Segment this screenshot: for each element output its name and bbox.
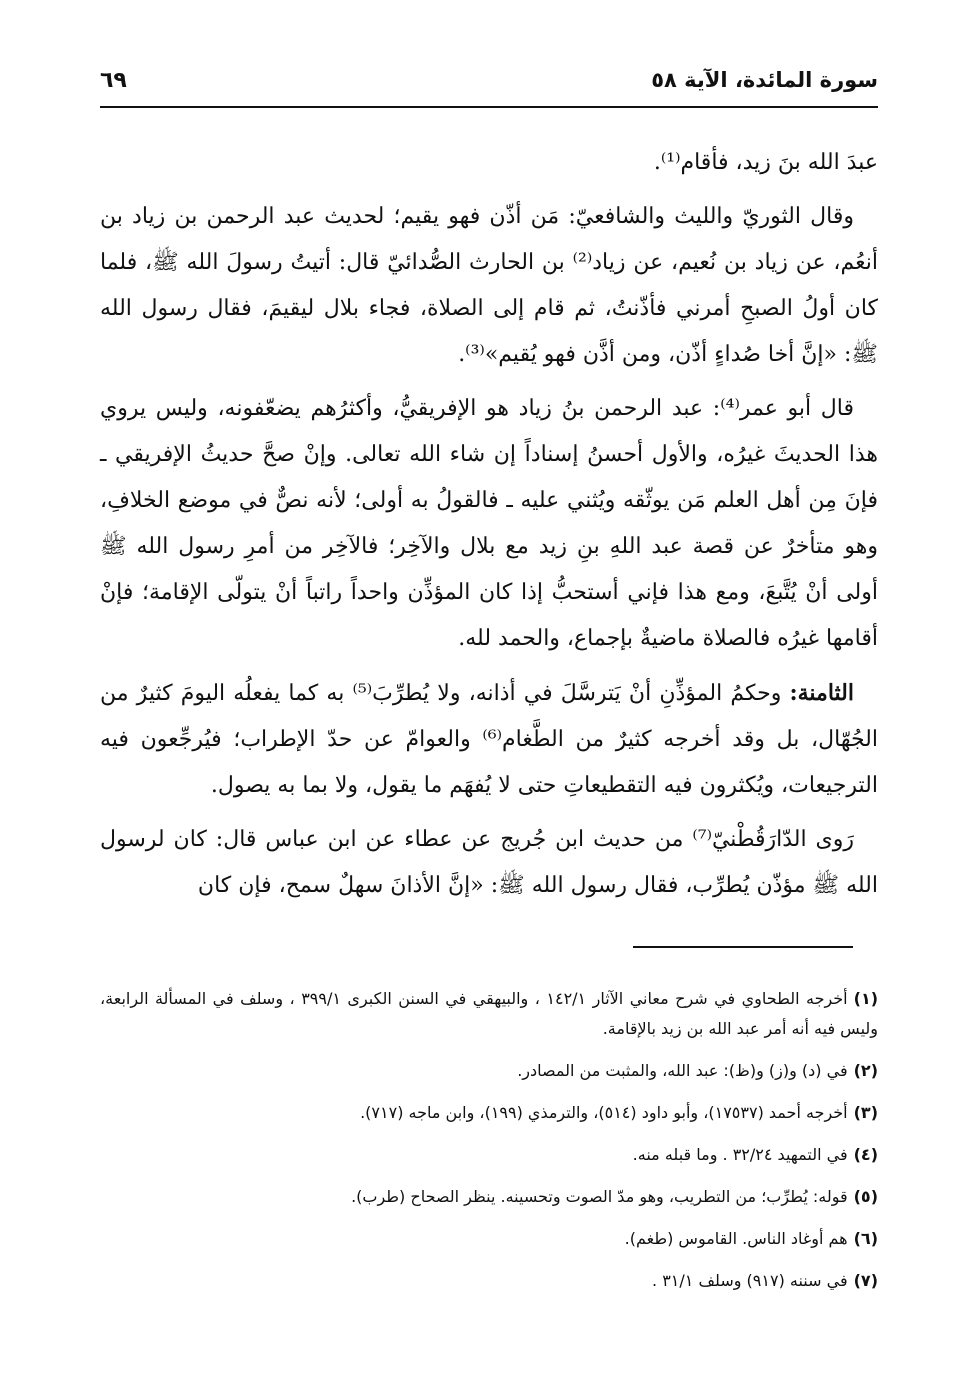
footnote <box>100 1266 878 1296</box>
footnote-separator <box>633 946 853 948</box>
footnote <box>100 1140 878 1170</box>
page-header <box>100 66 878 108</box>
footnote-text: هم أوغاد الناس. القاموس (طغم). <box>624 1229 848 1248</box>
footnote-number: (٢) <box>853 1061 878 1080</box>
section-label: الثامنة: <box>789 680 854 706</box>
footnote-number: (٧) <box>853 1271 878 1290</box>
footnote-text: قوله: يُطرِّب؛ من التطريب، وهو مدّ الصوت وتحسينه. ينظر الصحاح (طرب). <box>351 1187 848 1206</box>
paragraph-1: عبدَ الله بنَ زيد، فأقام⁽¹⁾. <box>653 150 878 175</box>
footnote-text: في (د) و(ز) و(ظ): عبد الله، والمثبت من المصادر. <box>517 1061 848 1080</box>
paragraph-3: قال أبو عمر⁽⁴⁾: عبد الرحمن بنُ زياد هو الإفريقيُّ، وأكثرُهم يضعّفونه، وليس يروي هذا الحديثَ غيرُه، والأول أحسنُ إسناداً إن شاء الله تعالى. وإنْ صحَّ حديثُ الإفريقي ـ فإنَ مِن أهل العلم مَن يوثّقه ويُثني عليه ـ فالقولُ به أولى؛ لأنه نصٌّ في موضع الخلافِ، وهو متأخرٌ عن قصة عبد اللهِ بنِ زيد مع بلال والآخِر؛ فالآخِر من أمرِ رسول الله ﷺ أولى أنْ يُتَّبعَ، ومع هذا فإني أستحبُّ إذا كان المؤذِّن واحداً راتباً أنْ يتولّى الإقامة؛ فإنْ أقامها غيرُه فالصلاة ماضيةٌ بإجماع، والحمد لله. <box>100 396 878 651</box>
paragraph-5: رَوى الدّارَقُطْنيّ⁽⁷⁾ من حديث ابن جُريج عن عطاء عن ابن عباس قال: كان لرسول الله ﷺ مؤذّن يُطرِّب، فقال رسول الله ﷺ: «إنَّ الأذانَ سهلٌ سمح، فإن كان <box>100 827 878 898</box>
footnote-number: (٤) <box>853 1145 878 1164</box>
footnotes <box>100 984 878 1308</box>
footnote-number: (٥) <box>853 1187 878 1206</box>
footnote <box>100 1098 878 1128</box>
paragraph-4-text: وحكمُ المؤذِّنِ أنْ يَترسَّلَ في أذانه، ولا يُطرِّبَ⁽⁵⁾ به كما يفعلُه اليومَ كثيرٌ من الجُهّال، بل وقد أخرجه كثيرٌ من الطَّغام⁽⁶⁾ والعوامّ عن حدّ الإطراب؛ فيُرجِّعون فيه الترجيعات، ويُكثرون فيه التقطيعاتِ حتى لا يُفهَم ما يقول، ولا بما به يصول. <box>100 681 878 798</box>
paragraph-2: وقال الثوريّ والليث والشافعيّ: مَن أذّن فهو يقيم؛ لحديث عبد الرحمن بن زياد بن أنعُم، عن زياد بن نُعيم، عن زياد⁽²⁾ بن الحارث الصُّدائيّ قال: أتيتُ رسولَ الله ﷺ، فلما كان أولُ الصبحِ أمرني فأذّنتُ، ثم قام إلى الصلاة، فجاء بلال ليقيمَ، فقال رسول الله ﷺ: «إنَّ أخا صُداءٍ أذّن، ومن أذَّن فهو يُقيم»⁽³⁾. <box>100 204 879 367</box>
footnote <box>100 1182 878 1212</box>
footnote-number: (١) <box>853 989 879 1008</box>
main-text <box>100 140 878 917</box>
footnote-text: في التمهيد ٣٢/٢٤ . وما قبله منه. <box>632 1145 848 1164</box>
footnote-number: (٣) <box>853 1103 878 1122</box>
footnote <box>100 1056 878 1086</box>
page-number: ٦٩ <box>100 68 127 93</box>
footnote-text: أخرجه الطحاوي في شرح معاني الآثار ١٤٢/١ ، والبيهقي في السنن الكبرى ٣٩٩/١ ، وسلف في المسألة الرابعة، وليس فيه أنه أمر عبد الله بن زيد بالإقامة. <box>100 989 878 1038</box>
footnote-number: (٦) <box>853 1229 878 1248</box>
running-title: سورة المائدة، الآية ٥٨ <box>651 68 878 92</box>
footnote <box>100 984 878 1044</box>
footnote <box>100 1224 878 1254</box>
footnote-text: في سننه (٩١٧) وسلف ٣١/١ . <box>652 1271 848 1290</box>
footnote-text: أخرجه أحمد (١٧٥٣٧)، وأبو داود (٥١٤)، والترمذي (١٩٩)، وابن ماجه (٧١٧). <box>360 1103 848 1122</box>
paragraph-4 <box>100 670 878 809</box>
